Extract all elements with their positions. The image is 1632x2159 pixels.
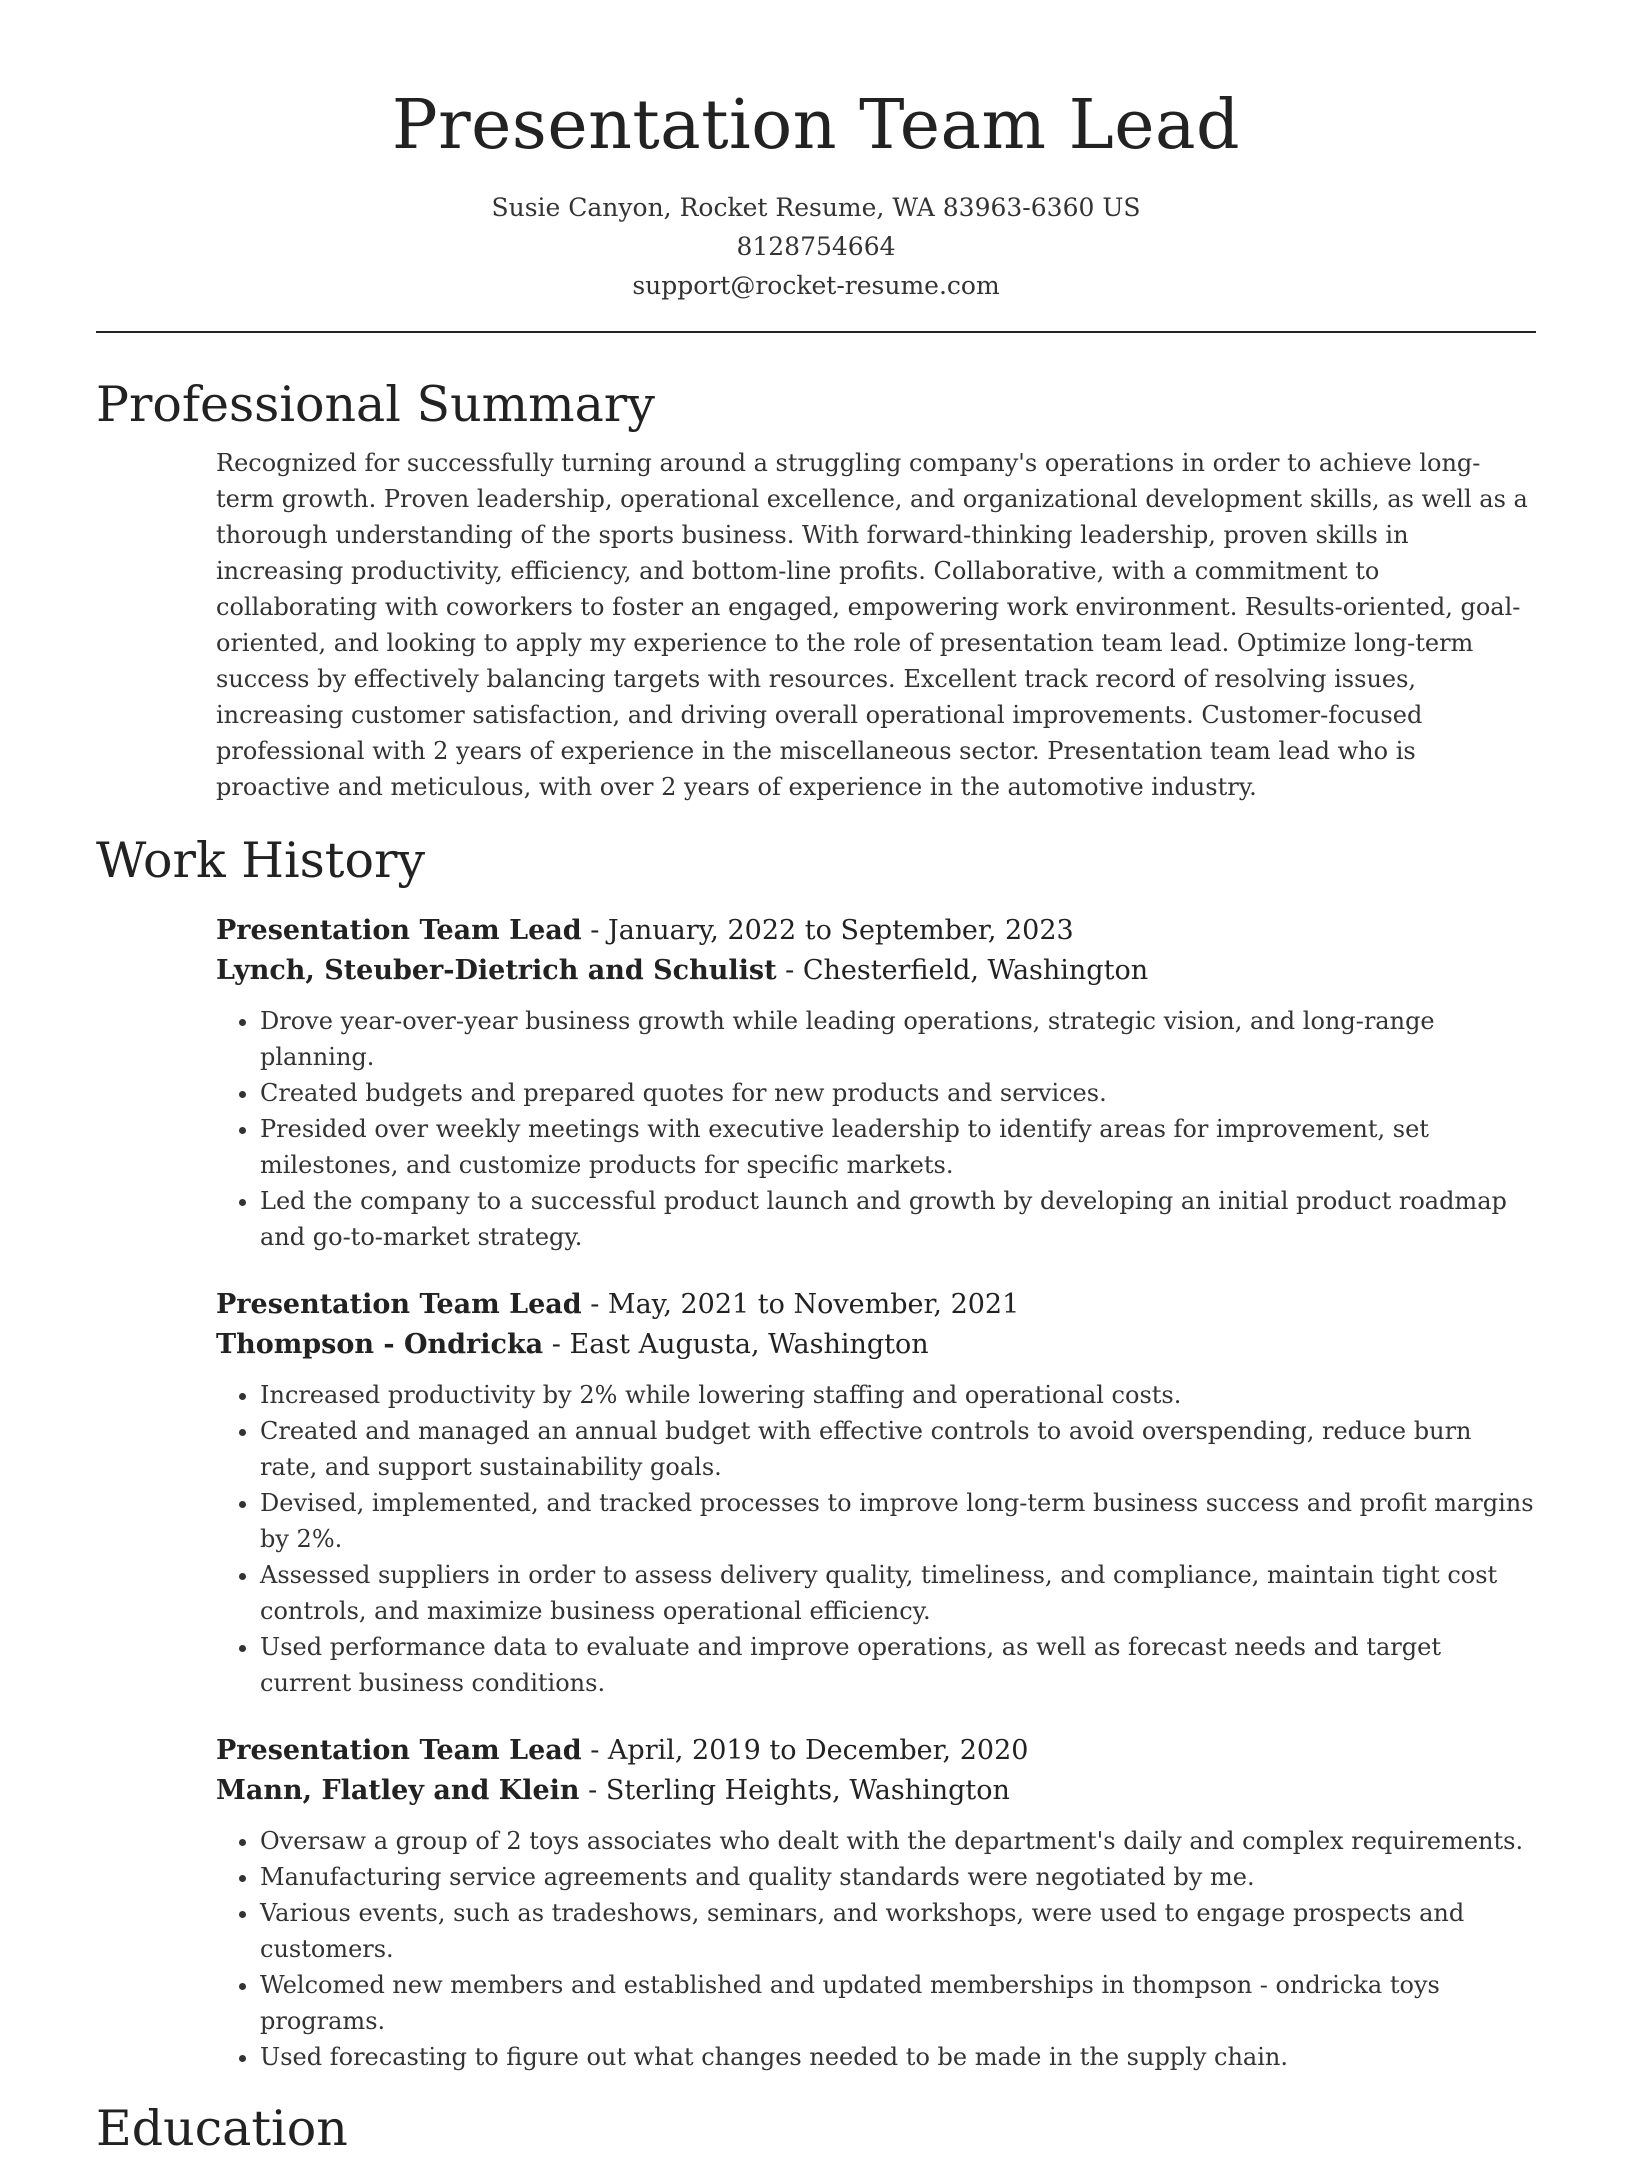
header-divider — [96, 331, 1536, 333]
job-bullet: • Drove year-over-year business growth while leading operations, strategic vision, and long-range planning. — [260, 1003, 1536, 1075]
job-bullet: • Assessed suppliers in order to assess delivery quality, timeliness, and compliance, maintain tight cost controls, and maximize business operational efficiency. — [260, 1557, 1536, 1629]
job-location: Sterling Heights, Washington — [605, 1775, 1010, 1806]
job-company-line — [216, 1325, 1536, 1365]
job-title-line — [216, 1731, 1536, 1771]
job-role: Presentation Team Lead — [216, 1289, 582, 1320]
job-bullet: • Welcomed new members and established and updated memberships in thompson - ondricka toys programs. — [260, 1967, 1536, 2039]
contact-address: Susie Canyon, Rocket Resume, WA 83963-6360 US — [491, 193, 1141, 222]
section-heading-summary: Professional Summary — [96, 376, 655, 433]
section-heading-work-history: Work History — [96, 832, 426, 889]
job-bullet: • Increased productivity by 2% while lowering staffing and operational costs. — [260, 1377, 1536, 1413]
job-dates: January, 2022 to September, 2023 — [607, 915, 1074, 946]
job-bullet: • Manufacturing service agreements and quality standards were negotiated by me. — [260, 1859, 1536, 1895]
job-company: Mann, Flatley and Klein — [216, 1775, 580, 1806]
job-company: Lynch, Steuber-Dietrich and Schulist — [216, 955, 777, 986]
job-dates: April, 2019 to December, 2020 — [607, 1735, 1029, 1766]
contact-email: support@rocket-resume.com — [632, 271, 1000, 300]
job-dates: May, 2021 to November, 2021 — [607, 1289, 1020, 1320]
job-company-line — [216, 1771, 1536, 1811]
resume-title: Presentation Team Lead — [391, 86, 1241, 165]
contact-phone: 8128754664 — [736, 232, 896, 261]
job-bullet: • Various events, such as tradeshows, seminars, and workshops, were used to engage prospects and customers. — [260, 1895, 1536, 1967]
job-bullets — [216, 1003, 1536, 1255]
job-company-line — [216, 951, 1536, 991]
summary-text: Recognized for successfully turning around a struggling company's operations in order to achieve long-term growth. Proven leadership, operational excellence, and organizational development skills, as well as a thorough understanding of the sports business. With forward-thinking leadership, proven skills in increasing productivity, efficiency, and bottom-line profits. Collaborative, with a commitment to collaborating with coworkers to foster an engaged, empowering work environment. Results-oriented, goal-oriented, and looking to apply my experience to the role of presentation team lead. Optimize long-term success by effectively balancing targets with resources. Excellent track record of resolving issues, increasing customer satisfaction, and driving overall operational improvements. Customer-focused professional with 2 years of experience in the miscellaneous sector. Presentation team lead who is proactive and meticulous, with over 2 years of experience in the automotive industry. — [216, 449, 1528, 801]
job-entry — [216, 1731, 1536, 2075]
job-bullet: • Presided over weekly meetings with executive leadership to identify areas for improvement, set milestones, and customize products for specific markets. — [260, 1111, 1536, 1183]
job-role: Presentation Team Lead — [216, 915, 582, 946]
job-role: Presentation Team Lead — [216, 1735, 582, 1766]
job-bullet: • Created and managed an annual budget with effective controls to avoid overspending, reduce burn rate, and support sustainability goals. — [260, 1413, 1536, 1485]
contact-block — [96, 188, 1536, 305]
job-location: Chesterfield, Washington — [802, 955, 1149, 986]
job-bullet: • Oversaw a group of 2 toys associates who dealt with the department's daily and complex requirements. — [260, 1823, 1536, 1859]
job-title-line — [216, 911, 1536, 951]
job-separator: - — [581, 915, 608, 946]
section-heading-education: Education — [96, 2100, 348, 2157]
job-bullet: • Used performance data to evaluate and improve operations, as well as forecast needs and target current business conditions. — [260, 1629, 1536, 1701]
job-company: Thompson - Ondricka — [216, 1329, 544, 1360]
job-entry — [216, 911, 1536, 1255]
job-location: East Augusta, Washington — [569, 1329, 929, 1360]
resume-page — [96, 0, 1536, 2159]
job-separator: - — [579, 1775, 606, 1806]
job-entry — [216, 1285, 1536, 1701]
job-bullet: • Devised, implemented, and tracked processes to improve long-term business success and profit margins by 2%. — [260, 1485, 1536, 1557]
job-bullet: • Led the company to a successful product launch and growth by developing an initial product roadmap and go-to-market strategy. — [260, 1183, 1536, 1255]
job-title-line — [216, 1285, 1536, 1325]
job-bullets — [216, 1377, 1536, 1701]
job-bullet: • Created budgets and prepared quotes for new products and services. — [260, 1075, 1536, 1111]
job-bullets — [216, 1823, 1536, 2075]
job-bullet: • Used forecasting to figure out what changes needed to be made in the supply chain. — [260, 2039, 1536, 2075]
job-separator: - — [776, 955, 803, 986]
job-separator: - — [581, 1735, 608, 1766]
job-separator: - — [543, 1329, 570, 1360]
job-separator: - — [581, 1289, 608, 1320]
